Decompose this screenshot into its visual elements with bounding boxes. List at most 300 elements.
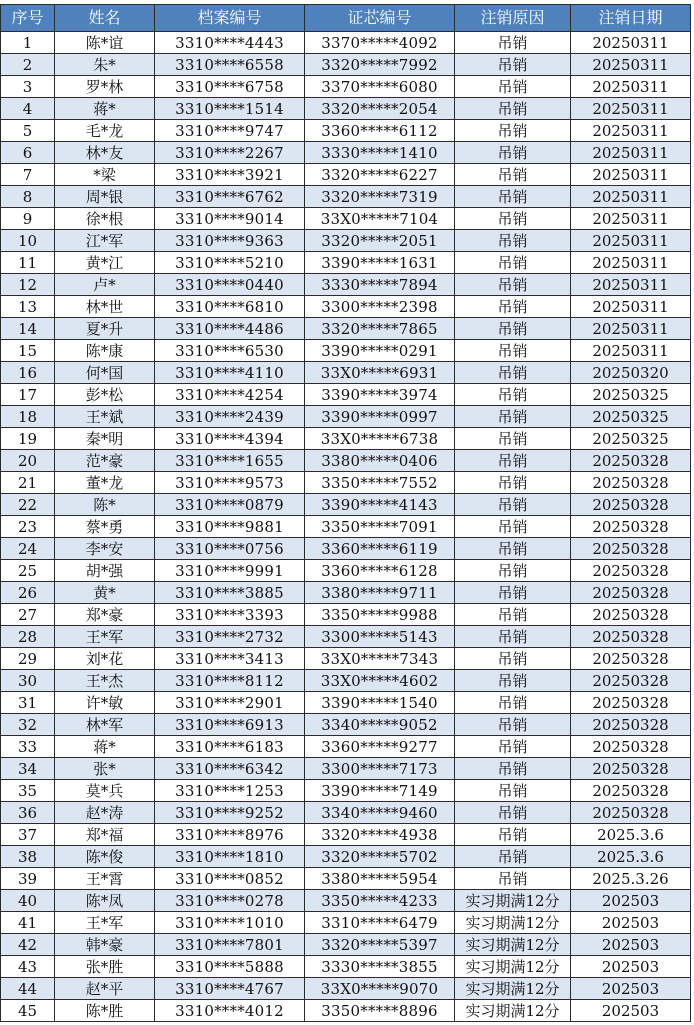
table-row xyxy=(1,186,691,208)
cell-reason: 吊销 xyxy=(455,758,571,780)
cell-name: 郑*豪 xyxy=(55,604,155,626)
cell-name: 江*军 xyxy=(55,230,155,252)
cell-file-number: 3310****0852 xyxy=(155,868,305,890)
cell-file-number: 3310****6762 xyxy=(155,186,305,208)
cell-file-number: 3310****8112 xyxy=(155,670,305,692)
cell-reason: 吊销 xyxy=(455,824,571,846)
table-row xyxy=(1,516,691,538)
cell-name: 张*胜 xyxy=(55,956,155,978)
cell-name: 王*杰 xyxy=(55,670,155,692)
cell-name: 卢* xyxy=(55,274,155,296)
table-row xyxy=(1,274,691,296)
cell-index: 20 xyxy=(1,450,55,472)
cell-date: 20250328 xyxy=(571,472,691,494)
cell-cert-number: 3390*****7149 xyxy=(305,780,455,802)
cell-date: 20250328 xyxy=(571,648,691,670)
header-file-number: 档案编号 xyxy=(155,5,305,32)
cell-file-number: 3310****5888 xyxy=(155,956,305,978)
cell-index: 45 xyxy=(1,1000,55,1022)
table-row xyxy=(1,450,691,472)
cell-reason: 吊销 xyxy=(455,868,571,890)
cell-file-number: 3310****4486 xyxy=(155,318,305,340)
cell-name: 黄*江 xyxy=(55,252,155,274)
revocation-table xyxy=(0,4,691,1022)
table-row xyxy=(1,824,691,846)
cell-reason: 吊销 xyxy=(455,538,571,560)
cell-name: 郑*福 xyxy=(55,824,155,846)
cell-file-number: 3310****1253 xyxy=(155,780,305,802)
cell-file-number: 3310****9991 xyxy=(155,560,305,582)
table-row xyxy=(1,560,691,582)
cell-index: 30 xyxy=(1,670,55,692)
cell-date: 20250311 xyxy=(571,208,691,230)
table-row xyxy=(1,912,691,934)
cell-cert-number: 3360*****6128 xyxy=(305,560,455,582)
cell-file-number: 3310****6530 xyxy=(155,340,305,362)
cell-index: 39 xyxy=(1,868,55,890)
cell-date: 20250328 xyxy=(571,560,691,582)
cell-cert-number: 3360*****9277 xyxy=(305,736,455,758)
header-row xyxy=(1,5,691,32)
cell-date: 20250328 xyxy=(571,692,691,714)
cell-file-number: 3310****6810 xyxy=(155,296,305,318)
cell-reason: 吊销 xyxy=(455,846,571,868)
cell-reason: 吊销 xyxy=(455,186,571,208)
cell-reason: 吊销 xyxy=(455,428,571,450)
cell-reason: 吊销 xyxy=(455,472,571,494)
cell-name: 胡*强 xyxy=(55,560,155,582)
table-row xyxy=(1,296,691,318)
cell-name: 范*豪 xyxy=(55,450,155,472)
cell-index: 12 xyxy=(1,274,55,296)
table-row xyxy=(1,604,691,626)
cell-name: 赵*平 xyxy=(55,978,155,1000)
cell-index: 28 xyxy=(1,626,55,648)
table-row xyxy=(1,384,691,406)
cell-name: 林*友 xyxy=(55,142,155,164)
cell-index: 8 xyxy=(1,186,55,208)
cell-date: 20250328 xyxy=(571,802,691,824)
cell-name: 蒋* xyxy=(55,736,155,758)
cell-cert-number: 3350*****7552 xyxy=(305,472,455,494)
cell-name: 王*霄 xyxy=(55,868,155,890)
cell-date: 20250311 xyxy=(571,76,691,98)
cell-index: 9 xyxy=(1,208,55,230)
cell-reason: 吊销 xyxy=(455,736,571,758)
cell-name: 莫*兵 xyxy=(55,780,155,802)
cell-index: 4 xyxy=(1,98,55,120)
table-row xyxy=(1,1000,691,1022)
cell-cert-number: 3300*****2398 xyxy=(305,296,455,318)
cell-name: 陈*谊 xyxy=(55,32,155,54)
cell-name: 毛*龙 xyxy=(55,120,155,142)
cell-date: 20250311 xyxy=(571,274,691,296)
cell-date: 20250311 xyxy=(571,32,691,54)
cell-index: 7 xyxy=(1,164,55,186)
cell-reason: 吊销 xyxy=(455,362,571,384)
cell-name: 徐*根 xyxy=(55,208,155,230)
cell-index: 24 xyxy=(1,538,55,560)
cell-name: 陈*胜 xyxy=(55,1000,155,1022)
cell-date: 20250328 xyxy=(571,758,691,780)
cell-file-number: 3310****6913 xyxy=(155,714,305,736)
cell-cert-number: 3370*****6080 xyxy=(305,76,455,98)
cell-date: 202503 xyxy=(571,1000,691,1022)
cell-date: 202503 xyxy=(571,934,691,956)
table-row xyxy=(1,582,691,604)
cell-cert-number: 3320*****2051 xyxy=(305,230,455,252)
cell-file-number: 3310****9573 xyxy=(155,472,305,494)
table-row xyxy=(1,692,691,714)
cell-index: 23 xyxy=(1,516,55,538)
table-row xyxy=(1,494,691,516)
cell-cert-number: 3380*****0406 xyxy=(305,450,455,472)
cell-cert-number: 33X0*****7104 xyxy=(305,208,455,230)
cell-reason: 吊销 xyxy=(455,252,571,274)
table-row xyxy=(1,802,691,824)
cell-name: 陈*凤 xyxy=(55,890,155,912)
cell-file-number: 3310****3413 xyxy=(155,648,305,670)
cell-cert-number: 3350*****4233 xyxy=(305,890,455,912)
cell-cert-number: 33X0*****7343 xyxy=(305,648,455,670)
cell-date: 20250311 xyxy=(571,98,691,120)
table-row xyxy=(1,626,691,648)
table-row xyxy=(1,142,691,164)
cell-reason: 吊销 xyxy=(455,494,571,516)
cell-date: 202503 xyxy=(571,956,691,978)
cell-cert-number: 3380*****9711 xyxy=(305,582,455,604)
cell-name: 赵*涛 xyxy=(55,802,155,824)
table-row xyxy=(1,714,691,736)
cell-name: 林*世 xyxy=(55,296,155,318)
cell-name: 陈* xyxy=(55,494,155,516)
cell-file-number: 3310****0756 xyxy=(155,538,305,560)
cell-cert-number: 3320*****4938 xyxy=(305,824,455,846)
table-row xyxy=(1,868,691,890)
cell-cert-number: 3390*****1631 xyxy=(305,252,455,274)
cell-cert-number: 3360*****6112 xyxy=(305,120,455,142)
cell-index: 10 xyxy=(1,230,55,252)
cell-name: 周*银 xyxy=(55,186,155,208)
cell-index: 15 xyxy=(1,340,55,362)
cell-date: 202503 xyxy=(571,890,691,912)
cell-cert-number: 3300*****5143 xyxy=(305,626,455,648)
cell-reason: 吊销 xyxy=(455,670,571,692)
table-row xyxy=(1,230,691,252)
table-row xyxy=(1,252,691,274)
table-body xyxy=(1,32,691,1022)
cell-index: 35 xyxy=(1,780,55,802)
cell-date: 20250311 xyxy=(571,120,691,142)
cell-date: 20250328 xyxy=(571,582,691,604)
cell-file-number: 3310****2439 xyxy=(155,406,305,428)
cell-name: 李*安 xyxy=(55,538,155,560)
cell-index: 6 xyxy=(1,142,55,164)
table-row xyxy=(1,428,691,450)
cell-file-number: 3310****1810 xyxy=(155,846,305,868)
cell-file-number: 3310****9363 xyxy=(155,230,305,252)
table-row xyxy=(1,890,691,912)
cell-reason: 吊销 xyxy=(455,54,571,76)
cell-reason: 吊销 xyxy=(455,516,571,538)
cell-file-number: 3310****1514 xyxy=(155,98,305,120)
cell-reason: 吊销 xyxy=(455,230,571,252)
cell-file-number: 3310****2901 xyxy=(155,692,305,714)
table-row xyxy=(1,164,691,186)
cell-date: 202503 xyxy=(571,912,691,934)
cell-cert-number: 3390*****0997 xyxy=(305,406,455,428)
cell-date: 2025.3.6 xyxy=(571,824,691,846)
cell-name: 张* xyxy=(55,758,155,780)
cell-index: 42 xyxy=(1,934,55,956)
cell-reason: 吊销 xyxy=(455,142,571,164)
cell-reason: 吊销 xyxy=(455,32,571,54)
cell-date: 20250311 xyxy=(571,230,691,252)
cell-reason: 吊销 xyxy=(455,274,571,296)
cell-cert-number: 3380*****5954 xyxy=(305,868,455,890)
cell-cert-number: 33X0*****9070 xyxy=(305,978,455,1000)
cell-reason: 实习期满12分 xyxy=(455,956,571,978)
cell-index: 11 xyxy=(1,252,55,274)
cell-file-number: 3310****4394 xyxy=(155,428,305,450)
cell-reason: 吊销 xyxy=(455,406,571,428)
table-row xyxy=(1,472,691,494)
table-row xyxy=(1,54,691,76)
cell-date: 20250328 xyxy=(571,450,691,472)
cell-index: 17 xyxy=(1,384,55,406)
cell-index: 36 xyxy=(1,802,55,824)
cell-date: 20250328 xyxy=(571,714,691,736)
cell-cert-number: 3340*****9460 xyxy=(305,802,455,824)
cell-reason: 吊销 xyxy=(455,802,571,824)
cell-reason: 吊销 xyxy=(455,296,571,318)
cell-index: 37 xyxy=(1,824,55,846)
cell-reason: 吊销 xyxy=(455,98,571,120)
cell-cert-number: 3330*****3855 xyxy=(305,956,455,978)
cell-index: 1 xyxy=(1,32,55,54)
cell-date: 20250328 xyxy=(571,670,691,692)
cell-index: 14 xyxy=(1,318,55,340)
cell-cert-number: 33X0*****6738 xyxy=(305,428,455,450)
cell-name: *梁 xyxy=(55,164,155,186)
cell-reason: 吊销 xyxy=(455,626,571,648)
cell-name: 林*军 xyxy=(55,714,155,736)
cell-date: 20250320 xyxy=(571,362,691,384)
cell-name: 朱* xyxy=(55,54,155,76)
cell-reason: 吊销 xyxy=(455,164,571,186)
cell-file-number: 3310****2732 xyxy=(155,626,305,648)
cell-file-number: 3310****3393 xyxy=(155,604,305,626)
cell-file-number: 3310****5210 xyxy=(155,252,305,274)
cell-date: 20250328 xyxy=(571,604,691,626)
cell-cert-number: 3320*****5702 xyxy=(305,846,455,868)
table-row xyxy=(1,406,691,428)
cell-cert-number: 3390*****4143 xyxy=(305,494,455,516)
cell-index: 3 xyxy=(1,76,55,98)
cell-date: 20250311 xyxy=(571,186,691,208)
cell-index: 2 xyxy=(1,54,55,76)
cell-reason: 吊销 xyxy=(455,384,571,406)
cell-index: 40 xyxy=(1,890,55,912)
cell-file-number: 3310****4254 xyxy=(155,384,305,406)
cell-cert-number: 3320*****6227 xyxy=(305,164,455,186)
cell-date: 20250311 xyxy=(571,340,691,362)
cell-index: 5 xyxy=(1,120,55,142)
cell-reason: 吊销 xyxy=(455,780,571,802)
cell-index: 18 xyxy=(1,406,55,428)
cell-date: 20250325 xyxy=(571,406,691,428)
cell-index: 34 xyxy=(1,758,55,780)
cell-file-number: 3310****3921 xyxy=(155,164,305,186)
cell-name: 王*斌 xyxy=(55,406,155,428)
cell-date: 20250328 xyxy=(571,626,691,648)
cell-cert-number: 3350*****7091 xyxy=(305,516,455,538)
cell-cert-number: 3350*****8896 xyxy=(305,1000,455,1022)
cell-reason: 吊销 xyxy=(455,120,571,142)
cell-file-number: 3310****4443 xyxy=(155,32,305,54)
cell-reason: 吊销 xyxy=(455,560,571,582)
header-cert-number: 证芯编号 xyxy=(305,5,455,32)
cell-reason: 吊销 xyxy=(455,692,571,714)
cell-cert-number: 3320*****7319 xyxy=(305,186,455,208)
cell-reason: 吊销 xyxy=(455,340,571,362)
cell-file-number: 3310****3885 xyxy=(155,582,305,604)
cell-cert-number: 3300*****7173 xyxy=(305,758,455,780)
cell-index: 44 xyxy=(1,978,55,1000)
cell-name: 韩*豪 xyxy=(55,934,155,956)
cell-name: 黄* xyxy=(55,582,155,604)
cell-reason: 吊销 xyxy=(455,318,571,340)
cell-date: 20250311 xyxy=(571,296,691,318)
table-header xyxy=(1,5,691,32)
cell-reason: 实习期满12分 xyxy=(455,912,571,934)
table-row xyxy=(1,318,691,340)
cell-cert-number: 33X0*****4602 xyxy=(305,670,455,692)
cell-date: 20250311 xyxy=(571,54,691,76)
cell-date: 20250328 xyxy=(571,736,691,758)
cell-date: 2025.3.26 xyxy=(571,868,691,890)
cell-name: 罗*林 xyxy=(55,76,155,98)
cell-reason: 吊销 xyxy=(455,582,571,604)
cell-name: 陈*俊 xyxy=(55,846,155,868)
cell-reason: 吊销 xyxy=(455,208,571,230)
table-row xyxy=(1,956,691,978)
cell-name: 何*国 xyxy=(55,362,155,384)
cell-file-number: 3310****8976 xyxy=(155,824,305,846)
cell-name: 蔡*勇 xyxy=(55,516,155,538)
cell-name: 王*军 xyxy=(55,626,155,648)
cell-cert-number: 3310*****6479 xyxy=(305,912,455,934)
cell-date: 20250311 xyxy=(571,142,691,164)
cell-file-number: 3310****0879 xyxy=(155,494,305,516)
table-row xyxy=(1,648,691,670)
cell-index: 13 xyxy=(1,296,55,318)
cell-file-number: 3310****6183 xyxy=(155,736,305,758)
table-row xyxy=(1,670,691,692)
cell-reason: 吊销 xyxy=(455,604,571,626)
table-row xyxy=(1,340,691,362)
table-row xyxy=(1,934,691,956)
cell-name: 许*敏 xyxy=(55,692,155,714)
cell-cert-number: 3320*****5397 xyxy=(305,934,455,956)
cell-date: 20250325 xyxy=(571,428,691,450)
cell-cert-number: 3390*****1540 xyxy=(305,692,455,714)
cell-file-number: 3310****9252 xyxy=(155,802,305,824)
table-row xyxy=(1,362,691,384)
cell-date: 20250311 xyxy=(571,252,691,274)
cell-reason: 实习期满12分 xyxy=(455,1000,571,1022)
cell-reason: 实习期满12分 xyxy=(455,978,571,1000)
table-row xyxy=(1,32,691,54)
cell-file-number: 3310****9747 xyxy=(155,120,305,142)
cell-index: 32 xyxy=(1,714,55,736)
header-date: 注销日期 xyxy=(571,5,691,32)
cell-name: 夏*升 xyxy=(55,318,155,340)
cell-cert-number: 3320*****7992 xyxy=(305,54,455,76)
table-row xyxy=(1,978,691,1000)
cell-date: 2025.3.6 xyxy=(571,846,691,868)
header-name: 姓名 xyxy=(55,5,155,32)
cell-reason: 实习期满12分 xyxy=(455,890,571,912)
cell-file-number: 3310****4012 xyxy=(155,1000,305,1022)
cell-index: 29 xyxy=(1,648,55,670)
cell-name: 董*龙 xyxy=(55,472,155,494)
cell-index: 21 xyxy=(1,472,55,494)
cell-file-number: 3310****1010 xyxy=(155,912,305,934)
cell-file-number: 3310****6342 xyxy=(155,758,305,780)
cell-date: 20250328 xyxy=(571,538,691,560)
header-index: 序号 xyxy=(1,5,55,32)
cell-index: 41 xyxy=(1,912,55,934)
cell-name: 秦*明 xyxy=(55,428,155,450)
cell-date: 20250328 xyxy=(571,780,691,802)
cell-cert-number: 3390*****3974 xyxy=(305,384,455,406)
cell-reason: 吊销 xyxy=(455,648,571,670)
cell-reason: 吊销 xyxy=(455,76,571,98)
cell-file-number: 3310****0440 xyxy=(155,274,305,296)
cell-cert-number: 3390*****0291 xyxy=(305,340,455,362)
cell-name: 刘*花 xyxy=(55,648,155,670)
cell-name: 陈*康 xyxy=(55,340,155,362)
table-row xyxy=(1,538,691,560)
cell-index: 16 xyxy=(1,362,55,384)
cell-file-number: 3310****4110 xyxy=(155,362,305,384)
cell-cert-number: 3340*****9052 xyxy=(305,714,455,736)
table-row xyxy=(1,846,691,868)
cell-index: 33 xyxy=(1,736,55,758)
cell-cert-number: 3320*****2054 xyxy=(305,98,455,120)
cell-file-number: 3310****6758 xyxy=(155,76,305,98)
table-row xyxy=(1,98,691,120)
cell-date: 20250311 xyxy=(571,164,691,186)
cell-name: 蒋* xyxy=(55,98,155,120)
header-reason: 注销原因 xyxy=(455,5,571,32)
cell-name: 彭*松 xyxy=(55,384,155,406)
cell-cert-number: 3330*****1410 xyxy=(305,142,455,164)
table-row xyxy=(1,76,691,98)
cell-date: 20250311 xyxy=(571,318,691,340)
cell-cert-number: 3370*****4092 xyxy=(305,32,455,54)
cell-date: 202503 xyxy=(571,978,691,1000)
cell-cert-number: 3360*****6119 xyxy=(305,538,455,560)
cell-file-number: 3310****6558 xyxy=(155,54,305,76)
cell-file-number: 3310****2267 xyxy=(155,142,305,164)
cell-index: 43 xyxy=(1,956,55,978)
table-row xyxy=(1,780,691,802)
cell-cert-number: 33X0*****6931 xyxy=(305,362,455,384)
table-row xyxy=(1,736,691,758)
cell-file-number: 3310****1655 xyxy=(155,450,305,472)
